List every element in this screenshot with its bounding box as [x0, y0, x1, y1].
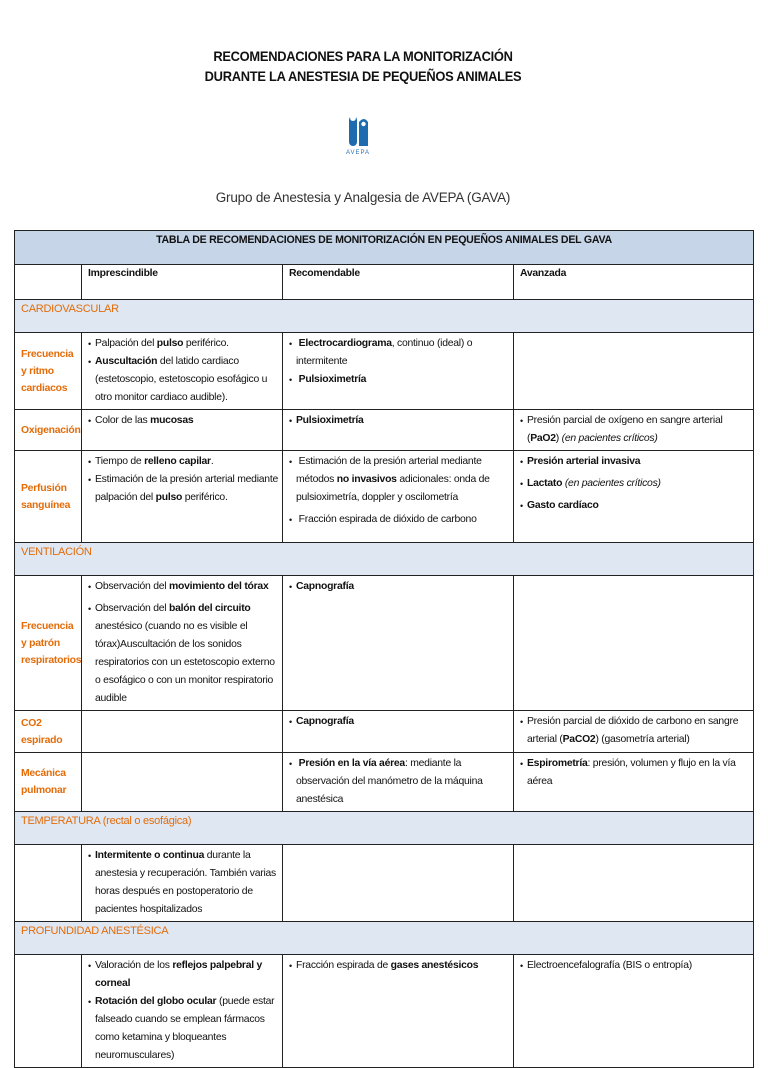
table-cell [82, 711, 283, 753]
section-title: PROFUNDIDAD ANESTÉSICA [15, 922, 754, 955]
table-row [15, 410, 754, 451]
row-label [15, 845, 82, 922]
section-title: TEMPERATURA (rectal o esofágica) [15, 812, 754, 845]
list-item: • Presión parcial de dióxido de carbono en sangre arterial (PaCO2) (gasometría arterial) [520, 716, 739, 745]
list-item: • Auscultación del latido cardiaco (estetoscopio, estetoscopio esofágico u otro monitor cardiaco audible). [88, 356, 268, 403]
header-empty-cell [15, 265, 82, 300]
row-label: Perfusión sanguínea [15, 451, 82, 543]
table-row [15, 333, 754, 410]
list-item: • Electrocardiograma, continuo (ideal) o intermitente [289, 338, 473, 367]
row-label: Mecánica pulmonar [15, 753, 82, 812]
table-title: TABLA DE RECOMENDACIONES DE MONITORIZACIÓN EN PEQUEÑOS ANIMALES DEL GAVA [15, 231, 754, 265]
recommendations-table [14, 230, 754, 1068]
list-item: • Capnografía [289, 716, 354, 727]
table-cell [514, 451, 754, 543]
column-header-recomendable: Recomendable [283, 265, 514, 300]
list-item: • Valoración de los reflejos palpebral y corneal [88, 960, 263, 989]
section-title: VENTILACIÓN [15, 543, 754, 576]
table-cell [514, 955, 754, 1068]
list-item: • Pulsioximetría [289, 415, 364, 426]
list-item: • Observación del movimiento del tórax [88, 581, 269, 592]
document-title: RECOMENDACIONES PARA LA MONITORIZACIÓN DURANTE LA ANESTESIA DE PEQUEÑOS ANIMALES [204, 48, 522, 84]
list-item: • Tiempo de relleno capilar. [88, 456, 214, 467]
table-row [15, 711, 754, 753]
section-row-profundidad [15, 922, 754, 955]
table-title-row [15, 231, 754, 265]
table-cell [514, 711, 754, 753]
document-subtitle: Grupo de Anestesia y Analgesia de AVEPA (GAVA) [215, 190, 511, 205]
table-row [15, 576, 754, 711]
section-row-cardiovascular [15, 300, 754, 333]
table-row [15, 753, 754, 812]
avepa-logo [338, 110, 378, 164]
list-item: • Electroencefalografía (BIS o entropía) [520, 960, 692, 971]
list-item: • Observación del balón del circuito anestésico (cuando no es visible el tórax)Auscultación de los sonidos respiratorios con un estetoscopio externo o esofágico o con un monitor respiratorio audible [88, 603, 275, 704]
avepa-logo-icon [338, 110, 378, 150]
table-cell [514, 845, 754, 922]
table-cell [514, 410, 754, 451]
table-cell [82, 955, 283, 1068]
list-item: • Intermitente o continua durante la anestesia y recuperación. También varias horas después en postoperatorio de pacientes hospitalizados [88, 850, 276, 915]
table-row [15, 845, 754, 922]
list-item: • Gasto cardíaco [520, 500, 599, 511]
table-row [15, 955, 754, 1068]
list-item: • Lactato (en pacientes críticos) [520, 478, 661, 489]
table-cell [82, 333, 283, 410]
list-item: • Fracción espirada de dióxido de carbono [289, 514, 477, 525]
list-item: • Rotación del globo ocular (puede estar falseado cuando se emplean fármacos como ketamina y bloqueantes neuromusculares) [88, 996, 275, 1061]
list-item: • Espirometría: presión, volumen y flujo en la vía aérea [520, 758, 736, 787]
row-label: Frecuencia y patrón respiratorios [15, 576, 82, 711]
column-header-imprescindible: Imprescindible [82, 265, 283, 300]
table-cell [82, 576, 283, 711]
section-title: CARDIOVASCULAR [15, 300, 754, 333]
list-item: • Estimación de la presión arterial mediante palpación del pulso periférico. [88, 474, 278, 503]
table-cell [283, 711, 514, 753]
table-row [15, 451, 754, 543]
section-row-ventilacion [15, 543, 754, 576]
table-cell [283, 576, 514, 711]
row-label [15, 955, 82, 1068]
list-item: • Capnografía [289, 581, 354, 592]
table-cell [82, 753, 283, 812]
table-cell [283, 955, 514, 1068]
list-item: • Fracción espirada de gases anestésicos [289, 960, 479, 971]
table-cell [82, 410, 283, 451]
list-item: • Presión en la vía aérea: mediante la observación del manómetro de la máquina anestésica [289, 758, 483, 805]
table-cell [283, 845, 514, 922]
table-cell [514, 753, 754, 812]
table-cell [82, 845, 283, 922]
list-item: • Estimación de la presión arterial mediante métodos no invasivos adicionales: onda de pulsioximetría, doppler y oscilometría [289, 456, 490, 503]
logo-text: AVEPA [345, 150, 371, 156]
column-header-avanzada: Avanzada [514, 265, 754, 300]
section-row-temperatura [15, 812, 754, 845]
list-item: • Color de las mucosas [88, 415, 194, 426]
table-cell [283, 333, 514, 410]
table-cell [283, 753, 514, 812]
row-label: Frecuencia y ritmo cardiacos [15, 333, 82, 410]
list-item: • Presión parcial de oxígeno en sangre arterial (PaO2) (en pacientes críticos) [520, 415, 723, 444]
table-cell [283, 410, 514, 451]
list-item: • Palpación del pulso periférico. [88, 338, 229, 349]
row-label: CO2 espirado [15, 711, 82, 753]
row-label: Oxigenación [15, 410, 82, 451]
table-cell [283, 451, 514, 543]
list-item: • Pulsioximetría [289, 374, 367, 385]
table-cell [82, 451, 283, 543]
column-header-row [15, 265, 754, 300]
table-cell [514, 333, 754, 410]
table-cell [514, 576, 754, 711]
list-item: • Presión arterial invasiva [520, 456, 641, 467]
